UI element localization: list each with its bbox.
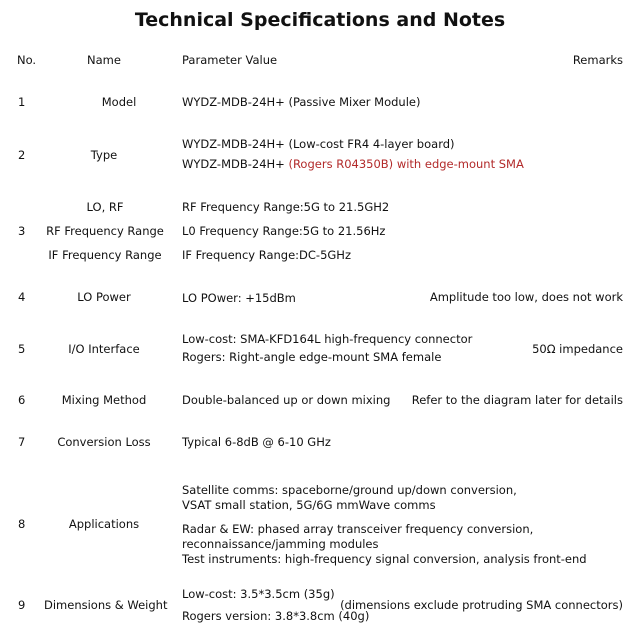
row-name: Mixing Method	[61, 393, 147, 407]
row-no: 8	[18, 517, 26, 531]
row-value: Satellite comms: spaceborne/ground up/down conversion,	[182, 483, 517, 497]
row-value: RF Frequency Range:5G to 21.5GH2	[182, 200, 390, 214]
header-no: No.	[17, 53, 37, 67]
row-name: LO, RF	[86, 200, 124, 214]
row-name: LO Power	[77, 290, 131, 304]
row-value: Test instruments: high-frequency signal conversion, analysis front-end	[182, 552, 587, 566]
row-no: 7	[18, 435, 26, 449]
row-value: Rogers: Right-angle edge-mount SMA female	[182, 350, 442, 364]
row-name: Applications	[68, 517, 140, 531]
row-name: RF Frequency Range	[46, 224, 164, 238]
row-remark: Refer to the diagram later for details	[411, 393, 623, 407]
row-value: Radar & EW: phased array transceiver frequency conversion,	[182, 522, 534, 536]
row-value: WYDZ-MDB-24H+ (Passive Mixer Module)	[182, 95, 421, 109]
row-name: I/O Interface	[68, 342, 140, 356]
row-value: Typical 6-8dB @ 6-10 GHz	[182, 435, 331, 449]
row-no: 1	[18, 95, 26, 109]
row-value: L0 Frequency Range:5G to 21.56Hz	[182, 224, 386, 238]
page-title: Technical Specifications and Notes	[134, 9, 506, 31]
row-remark: Amplitude too low, does not work	[429, 290, 623, 304]
row-value: Double-balanced up or down mixing	[182, 393, 391, 407]
row-name: Conversion Loss	[57, 435, 151, 449]
header-name: Name	[87, 53, 121, 67]
row-value: VSAT small station, 5G/6G mmWave comms	[182, 498, 436, 512]
row-value: IF Frequency Range:DC-5GHz	[182, 248, 351, 262]
row-name: Type	[90, 148, 118, 162]
header-remarks: Remarks	[572, 53, 623, 67]
row-no: 5	[18, 342, 26, 356]
row-remark: 50Ω impedance	[532, 342, 623, 356]
row-no: 4	[18, 290, 26, 304]
row-value-rogers	[182, 157, 524, 171]
row-no: 2	[18, 148, 26, 162]
row-value-highlight: (Rogers R04350B) with edge-mount SMA	[288, 157, 524, 171]
row-value: Rogers version: 3.8*3.8cm (40g)	[182, 609, 370, 623]
row-value: Low-cost: SMA-KFD164L high-frequency connector	[182, 332, 473, 346]
row-value: Low-cost: 3.5*3.5cm (35g)	[182, 587, 335, 601]
row-value: WYDZ-MDB-24H+ (Low-cost FR4 4-layer board)	[182, 137, 455, 151]
row-no: 6	[18, 393, 26, 407]
row-no: 9	[18, 598, 26, 612]
row-no: 3	[18, 224, 26, 238]
row-value: reconnaissance/jamming modules	[182, 537, 379, 551]
row-name: Dimensions & Weight	[44, 598, 168, 612]
header-value: Parameter Value	[182, 53, 278, 67]
row-name: IF Frequency Range	[48, 248, 162, 262]
row-value: LO POwer: +15dBm	[182, 291, 296, 305]
row-name: Model	[101, 95, 137, 109]
row-value-prefix: WYDZ-MDB-24H+	[182, 157, 289, 171]
row-remark: (dimensions exclude protruding SMA connectors)	[340, 598, 623, 612]
